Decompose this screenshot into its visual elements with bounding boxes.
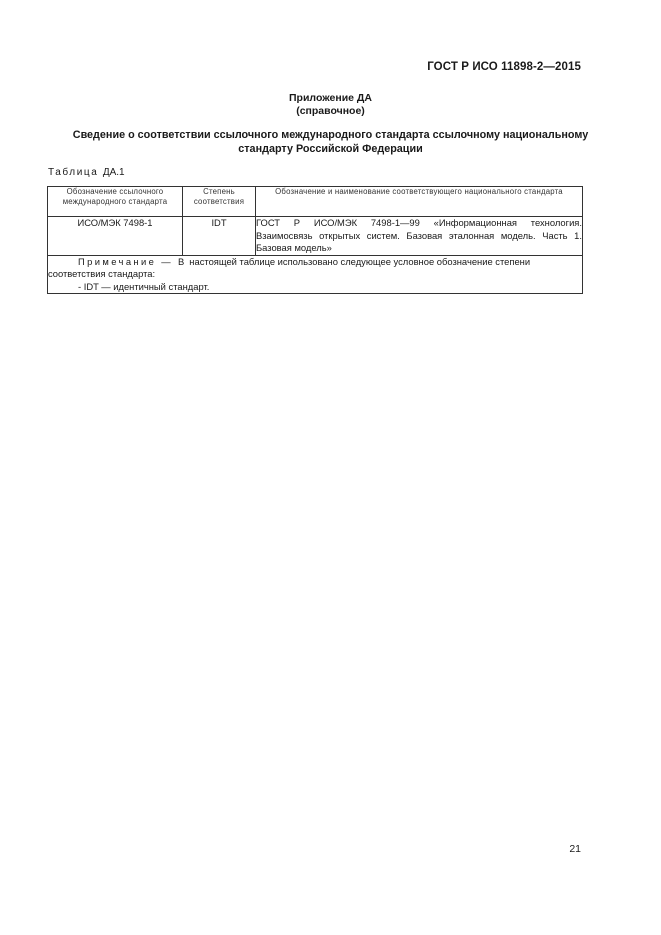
cell-national-standard: ГОСТ Р ИСО/МЭК 7498-1—99 «Информационная технология. Взаимосвязь открытых систем. Базовая эталонная модель. Часть 1. Базовая модель» bbox=[256, 217, 582, 253]
table-caption bbox=[48, 167, 125, 178]
note-item: - IDT — идентичный стандарт. bbox=[78, 280, 210, 292]
table-caption-number: ДА.1 bbox=[102, 167, 125, 178]
table-row bbox=[48, 217, 583, 256]
note-text: настоящей таблице использовано следующее условное обозначение степени соответствия стандарта: bbox=[48, 255, 531, 279]
header-degree-of-correspondence: Степень соответствия bbox=[183, 187, 256, 217]
table-note-row bbox=[48, 255, 583, 294]
table-note bbox=[48, 255, 583, 294]
standard-code: ГОСТ Р ИСО 11898-2—2015 bbox=[427, 61, 581, 73]
cell-international-standard: ИСО/МЭК 7498-1 bbox=[48, 217, 183, 256]
annex-title: Приложение ДА bbox=[289, 92, 372, 104]
page-number: 21 bbox=[569, 843, 581, 855]
header-international-standard: Обозначение ссылочного международного стандарта bbox=[48, 187, 183, 217]
section-heading: Сведение о соответствии ссылочного международного стандарта ссылочному национальному стандарту Российской Федерации bbox=[72, 129, 589, 155]
table-header-row bbox=[48, 187, 583, 217]
cell-degree: IDT bbox=[183, 217, 256, 256]
correspondence-table bbox=[47, 186, 583, 294]
header-national-standard: Обозначение и наименование соответствующего национального стандарта bbox=[256, 187, 583, 217]
note-label: Примечание — В bbox=[78, 255, 187, 267]
table-caption-label: Таблица bbox=[48, 167, 99, 178]
annex-subtitle: (справочное) bbox=[296, 105, 365, 117]
